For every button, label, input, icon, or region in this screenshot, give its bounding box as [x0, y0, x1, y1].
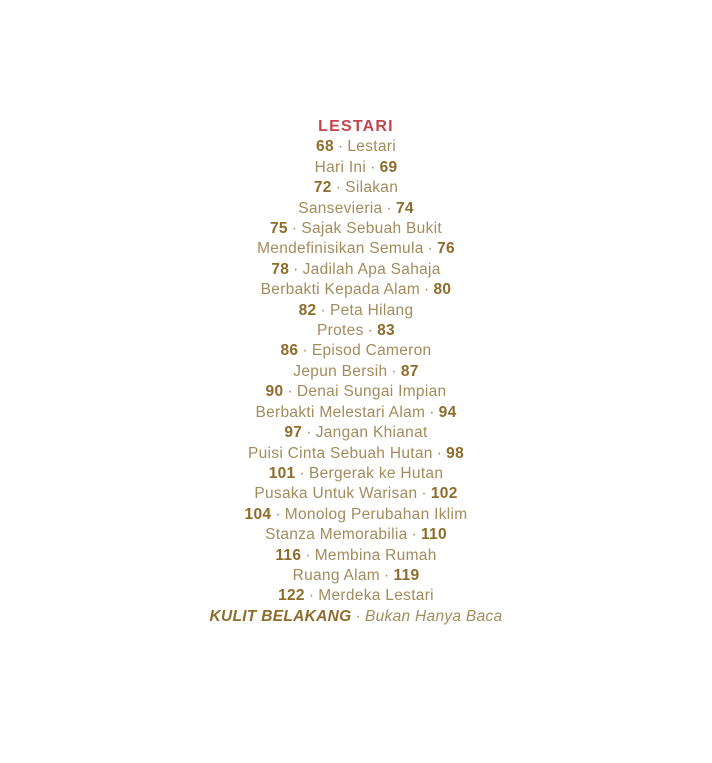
toc-page-number: 101 [268, 464, 296, 482]
toc-entry [0, 566, 712, 586]
toc-page-number: 80 [433, 281, 452, 299]
separator-dot: · [424, 281, 430, 299]
toc-page-number: 86 [280, 342, 299, 360]
toc-entry-title: Lestari [347, 138, 396, 156]
toc-entry [0, 301, 712, 321]
separator-dot: · [370, 158, 376, 176]
separator-dot: · [291, 220, 298, 238]
toc-entry-title: Berbakti Melestari Alam [255, 403, 426, 421]
toc-entry-title: Silakan [345, 179, 399, 197]
toc-entry-title: Mendefinisikan Semula [257, 240, 424, 258]
toc-entry-title: Merdeka Lestari [318, 587, 434, 605]
toc-page-number: 122 [278, 587, 305, 605]
section-heading: LESTARI [318, 118, 394, 135]
toc-page-number: 119 [393, 566, 420, 584]
toc-entry-title: Protes [317, 322, 364, 340]
separator-dot: · [287, 383, 293, 401]
separator-dot: · [386, 199, 392, 217]
toc-page-number: 74 [395, 199, 414, 217]
toc-entry-back-cover [0, 607, 712, 627]
separator-dot: · [305, 546, 311, 564]
toc-entry [0, 199, 712, 219]
separator-dot: · [421, 485, 427, 503]
toc-page-number: 82 [298, 301, 317, 319]
toc-entry-title: Berbakti Kepada Alam [260, 281, 421, 299]
separator-dot: · [384, 566, 390, 584]
separator-dot: · [429, 403, 435, 421]
toc-entry-title: Peta Hilang [329, 301, 414, 319]
separator-dot: · [337, 138, 344, 156]
toc-entry [0, 341, 712, 361]
toc-entry [0, 505, 712, 525]
separator-dot: · [436, 444, 443, 462]
toc-page-number: 94 [438, 403, 457, 421]
separator-dot: · [367, 322, 374, 340]
toc-entry [0, 546, 712, 566]
separator-dot: · [411, 526, 417, 544]
toc-entry [0, 137, 712, 157]
toc-entry [0, 280, 712, 300]
toc-entry [0, 362, 712, 382]
toc-entry-title: Membina Rumah [314, 546, 437, 564]
toc-page-number: 76 [437, 240, 455, 258]
separator-dot: · [320, 301, 326, 319]
toc-entry [0, 444, 712, 464]
toc-entry-title: Monolog Perubahan Iklim [284, 505, 468, 523]
toc-entry-title: Jepun Bersih [293, 362, 388, 380]
toc-entry [0, 484, 712, 504]
toc-entry [0, 403, 712, 423]
separator-dot: · [275, 505, 281, 523]
separator-dot: · [306, 424, 312, 442]
toc-entry [0, 158, 712, 178]
back-cover-label: KULIT BELAKANG [209, 607, 352, 625]
toc-column [0, 117, 712, 627]
separator-dot: · [308, 587, 315, 605]
toc-entry-title: Denai Sungai Impian [296, 383, 447, 401]
separator-dot: · [302, 342, 308, 360]
toc-entry [0, 178, 712, 198]
toc-page-number: 78 [271, 260, 290, 278]
toc-entry-title: Sansevieria [298, 199, 383, 217]
toc-entry [0, 423, 712, 443]
toc-entries [0, 137, 712, 606]
toc-entry-title: Bergerak ke Hutan [308, 464, 444, 482]
separator-dot: · [293, 260, 299, 278]
toc-page-number: 68 [316, 138, 334, 156]
separator-dot: · [355, 607, 361, 625]
toc-page-number: 102 [430, 485, 458, 503]
toc-page-number: 69 [379, 158, 398, 176]
toc-entry [0, 219, 712, 239]
toc-entry [0, 321, 712, 341]
toc-page-number: 75 [270, 220, 288, 238]
toc-entry [0, 586, 712, 606]
toc-entry [0, 260, 712, 280]
toc-entry [0, 382, 712, 402]
toc-page-number: 116 [275, 546, 302, 564]
toc-entry-title: Hari Ini [314, 158, 367, 176]
toc-entry [0, 525, 712, 545]
toc-entry-title: Pusaka Untuk Warisan [254, 485, 418, 503]
separator-dot: · [391, 362, 397, 380]
toc-entry-title: Stanza Memorabilia [265, 526, 408, 544]
toc-entry-title: Jadilah Apa Sahaja [302, 260, 441, 278]
toc-page-number: 98 [446, 444, 464, 462]
toc-page-number: 97 [284, 424, 303, 442]
toc-entry-title: Puisi Cinta Sebuah Hutan [247, 444, 433, 462]
toc-entry-title: Episod Cameron [311, 342, 432, 360]
toc-entry-title: Jangan Khianat [315, 424, 428, 442]
toc-page-number: 72 [313, 179, 332, 197]
toc-entry [0, 239, 712, 259]
separator-dot: · [299, 464, 305, 482]
toc-entry-title: Ruang Alam [292, 566, 381, 584]
toc-page-number: 104 [244, 505, 272, 523]
toc-page-number: 110 [420, 526, 447, 544]
toc-page-number: 90 [265, 383, 284, 401]
toc-entry-title: Sajak Sebuah Bukit [301, 220, 442, 238]
back-cover-title: Bukan Hanya Baca [364, 607, 503, 625]
separator-dot: · [335, 179, 342, 197]
separator-dot: · [427, 240, 434, 258]
toc-page-number: 87 [400, 362, 419, 380]
toc-entry [0, 464, 712, 484]
toc-page-number: 83 [377, 322, 395, 340]
